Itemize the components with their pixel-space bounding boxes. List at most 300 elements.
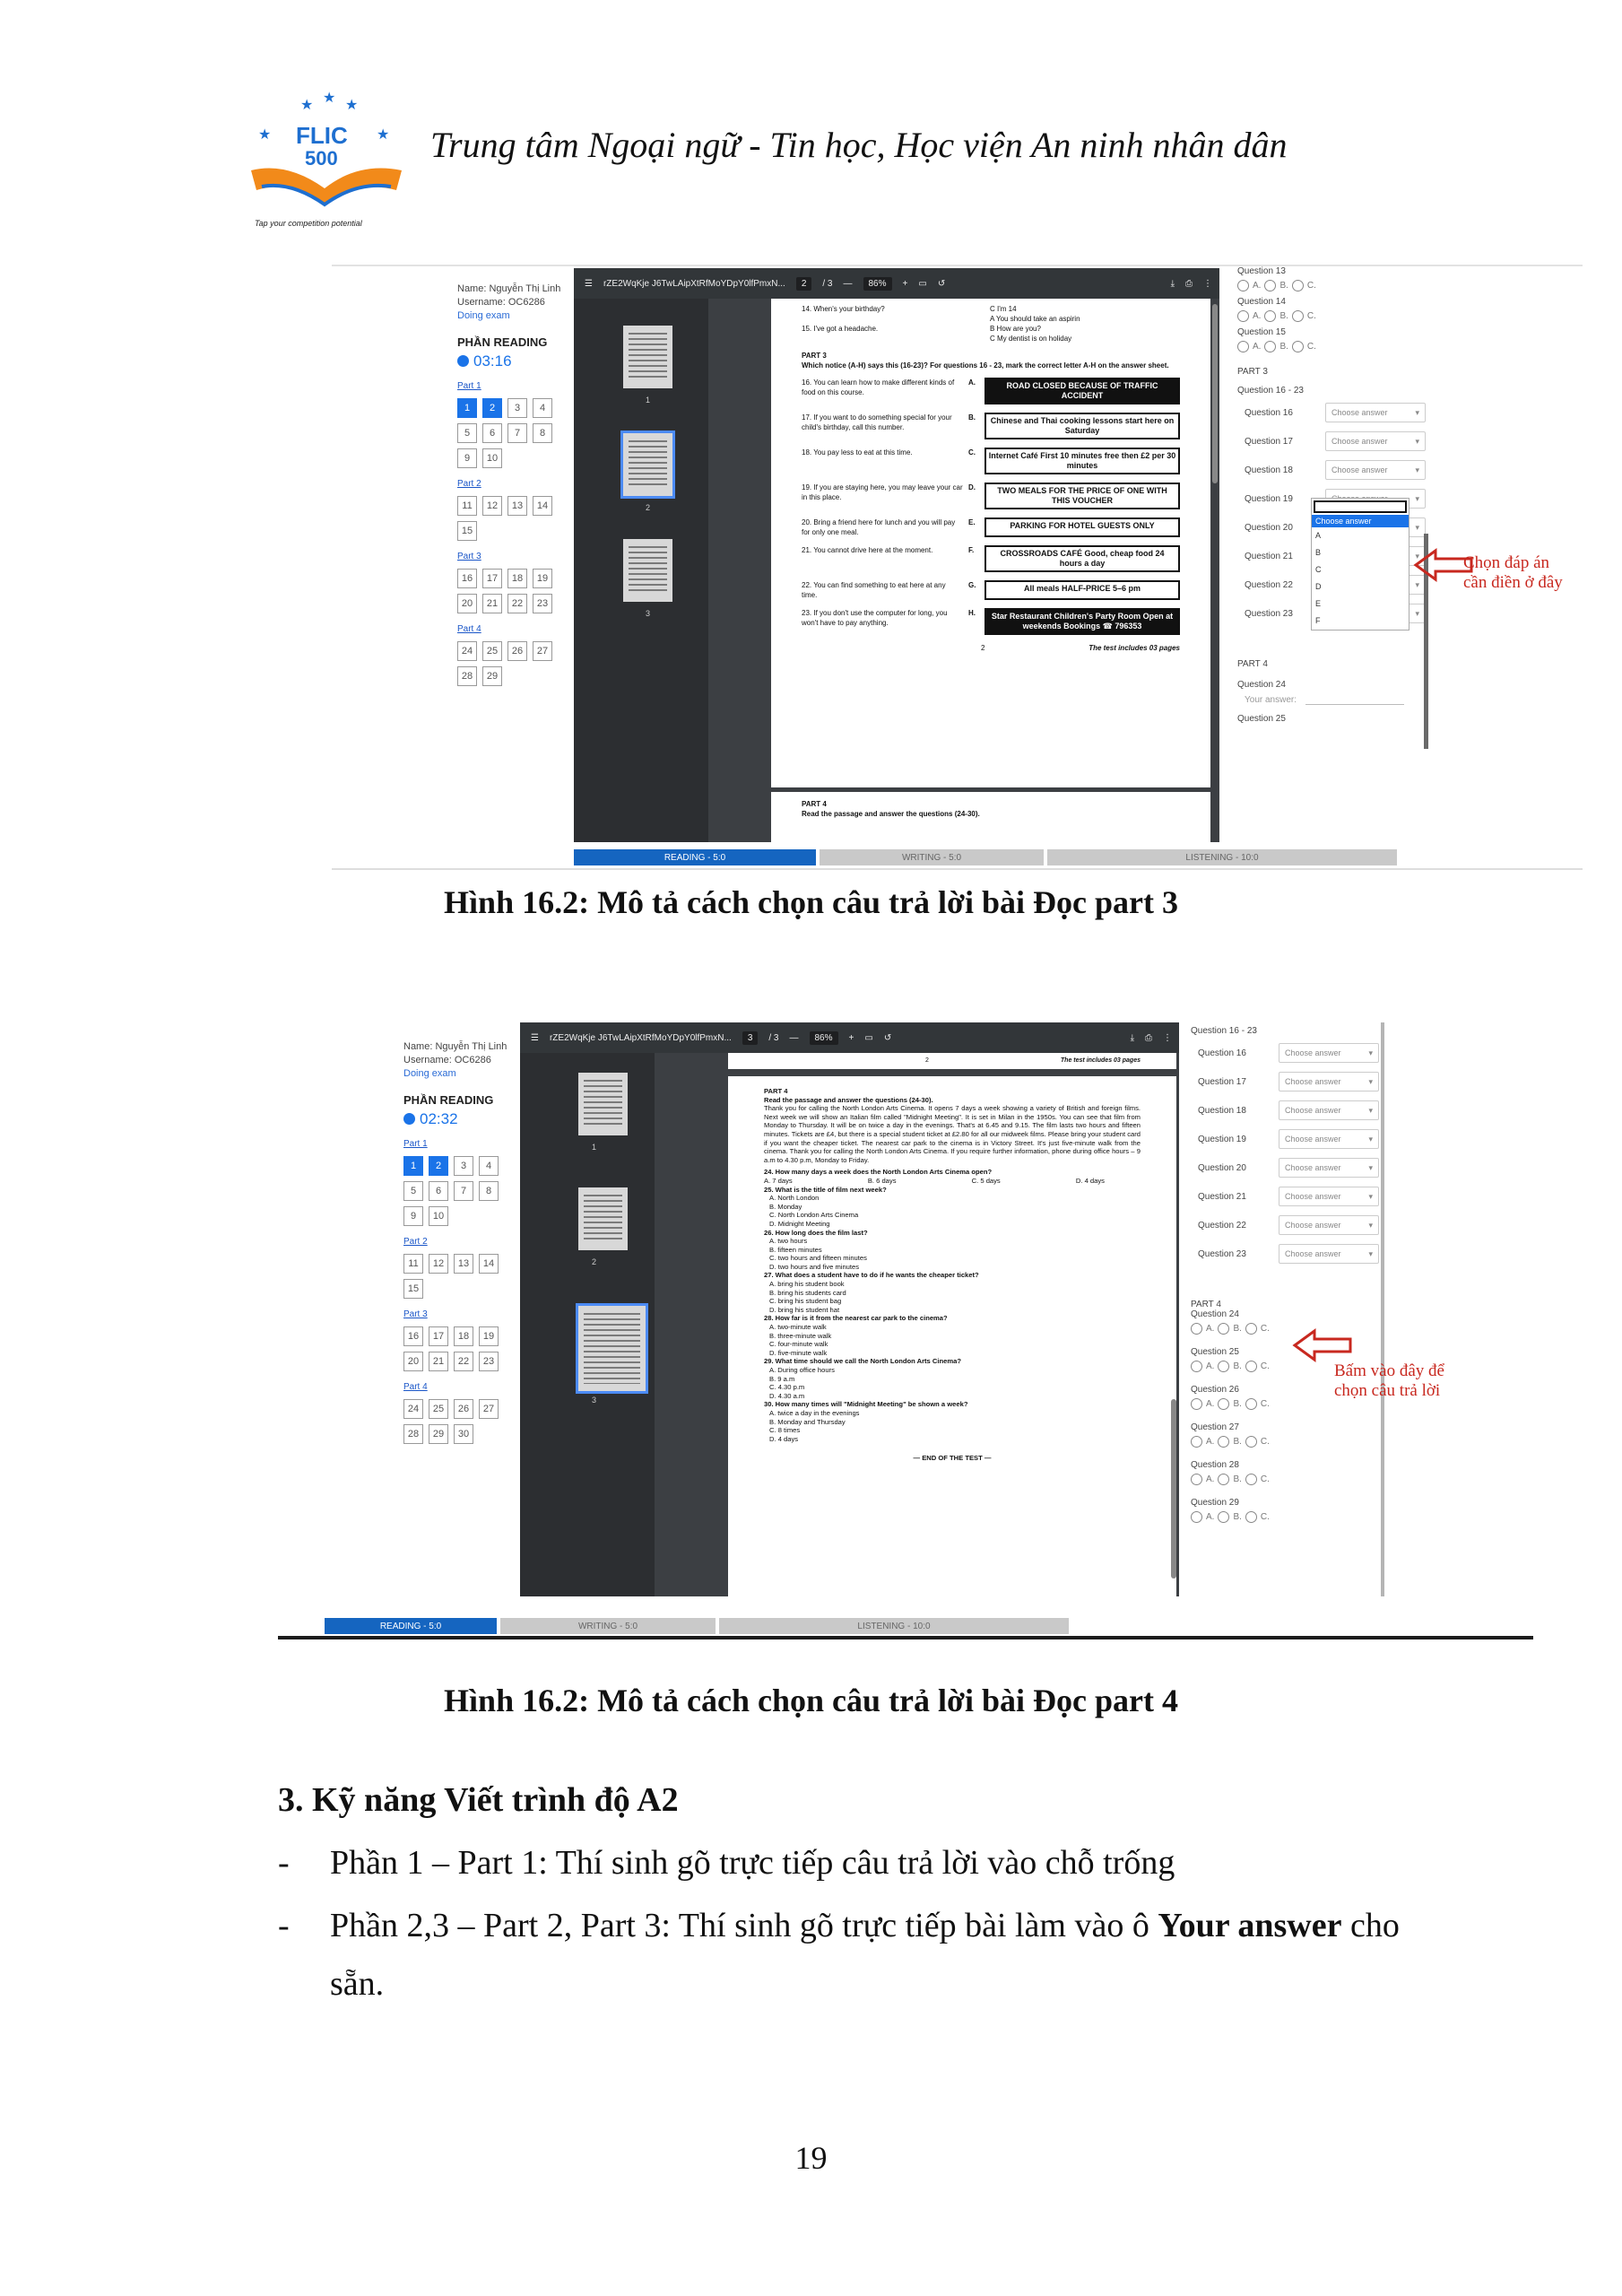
bullet-continuation: sẵn.: [330, 1965, 385, 2003]
zoom-in-button[interactable]: +: [902, 278, 908, 289]
question-label: Question 16: [1245, 407, 1293, 418]
chevron-down-icon: ▾: [1368, 1076, 1373, 1086]
select-question-row: [1198, 1244, 1379, 1264]
part3-label: PART 3: [1237, 367, 1268, 377]
svg-text:★: ★: [323, 90, 336, 106]
tab-listening[interactable]: LISTENING - 10:0: [1047, 849, 1397, 865]
question-nav-button[interactable]: 19: [533, 569, 552, 588]
question-label: Question 17: [1198, 1076, 1246, 1087]
radio-button[interactable]: [1264, 341, 1276, 352]
more-icon[interactable]: ⋮: [1163, 1032, 1172, 1043]
question-label: Question 16: [1198, 1048, 1246, 1058]
timer: [403, 1110, 520, 1128]
answer-select[interactable]: [1279, 1043, 1379, 1063]
figure-caption-1: Hình 16.2: Mô tả cách chọn câu trả lời bài Đọc part 3: [444, 884, 1178, 920]
select-question-row: [1198, 1043, 1379, 1063]
mc-option: D. Midnight Meeting: [769, 1219, 830, 1228]
question-label: Question 22: [1198, 1220, 1246, 1231]
page-number: 19: [794, 2140, 828, 2176]
question-label: Question 18: [1198, 1105, 1246, 1116]
page-thumbnail[interactable]: [578, 1187, 628, 1250]
question-nav-button[interactable]: 21: [429, 1352, 448, 1371]
question-nav-button[interactable]: 17: [429, 1326, 448, 1346]
question-nav-button[interactable]: 27: [533, 641, 552, 661]
radio-label: A.: [1206, 1399, 1215, 1409]
page-thumbnail[interactable]: [623, 326, 672, 388]
mc-question-text: 28. How far is it from the nearest car park to the cinema?: [764, 1314, 948, 1323]
question-nav-button[interactable]: 9: [457, 448, 477, 468]
question-nav-button[interactable]: 26: [454, 1399, 473, 1419]
question-nav-button[interactable]: 23: [533, 594, 552, 613]
question-nav-button[interactable]: 13: [507, 496, 527, 516]
question-grid: [457, 569, 569, 613]
select-placeholder: Choose answer: [1285, 1135, 1341, 1144]
radio-button[interactable]: [1292, 310, 1304, 322]
tab-listening[interactable]: LISTENING - 10:0: [719, 1618, 1069, 1634]
mc-option: D. bring his student hat: [769, 1305, 840, 1314]
question-label: Question 19: [1198, 1134, 1246, 1144]
question-nav-button[interactable]: 2: [482, 398, 502, 418]
print-icon[interactable]: ⎙: [1185, 278, 1193, 289]
mc-option: D. 4.30 a.m: [769, 1391, 805, 1400]
footer-note: The test includes 03 pages: [1060, 1057, 1141, 1064]
question-label: Question 13: [1237, 266, 1286, 276]
panel-scrollbar[interactable]: [1381, 1022, 1384, 1596]
radio-label: C.: [1306, 281, 1316, 291]
question-nav-button[interactable]: 24: [403, 1399, 423, 1419]
timer: [457, 352, 574, 370]
mc-option: B. three-minute walk: [769, 1331, 832, 1340]
radio-label: B.: [1233, 1474, 1242, 1484]
question-label: Question 29: [1191, 1498, 1239, 1508]
notice-sign: All meals HALF-PRICE 5–6 pm: [984, 580, 1180, 600]
chevron-down-icon: ▾: [1368, 1191, 1373, 1201]
radio-button[interactable]: [1245, 1436, 1257, 1448]
radio-button[interactable]: [1292, 341, 1304, 352]
part3-instructions: Which notice (A-H) says this (16-23)? For questions 16 - 23, mark the correct letter A-H on the answer sheet.: [802, 361, 1169, 370]
question-nav-button[interactable]: 17: [482, 569, 502, 588]
radio-label: C.: [1260, 1437, 1270, 1447]
doc-question: [802, 334, 990, 344]
exam-status: Doing exam: [457, 310, 510, 321]
question-nav-button[interactable]: 23: [479, 1352, 499, 1371]
mc-option: C. bring his student bag: [769, 1297, 842, 1306]
answer-select[interactable]: [1279, 1100, 1379, 1120]
question-nav-button[interactable]: 19: [479, 1326, 499, 1346]
radio-button[interactable]: [1218, 1511, 1229, 1523]
mc-question: [764, 1186, 1141, 1229]
select-placeholder: Choose answer: [1285, 1048, 1341, 1057]
pdf-page: [771, 299, 1210, 787]
pdf-toolbar: [574, 268, 1219, 299]
question-block: [1237, 266, 1426, 291]
screenshot-reading-part3: [332, 265, 1583, 870]
mc-option: D. five-minute walk: [769, 1348, 828, 1357]
radio-button[interactable]: [1191, 1361, 1202, 1372]
notice-item: [802, 483, 1180, 509]
radio-button[interactable]: [1218, 1398, 1229, 1410]
notice-question: 16. You can learn how to make different kinds of food on this course.: [802, 378, 955, 396]
print-icon[interactable]: ⎙: [1145, 1032, 1152, 1043]
svg-text:FLIC: FLIC: [296, 122, 348, 149]
notice-item: [802, 448, 1180, 474]
mc-option: D. two hours and five minutes: [769, 1262, 860, 1271]
notice-sign: Chinese and Thai cooking lessons start here on Saturday: [984, 413, 1180, 439]
zoom-level[interactable]: 86%: [810, 1031, 838, 1045]
question-nav-button[interactable]: 29: [429, 1424, 448, 1444]
dropdown-option[interactable]: F: [1315, 616, 1321, 625]
question-label: Question 22: [1245, 579, 1293, 590]
radio-button[interactable]: [1237, 280, 1249, 291]
fit-page-icon[interactable]: ▭: [918, 278, 927, 289]
question-nav-button[interactable]: 18: [507, 569, 527, 588]
chevron-down-icon: ▾: [1415, 579, 1419, 589]
answer-select[interactable]: [1325, 460, 1426, 480]
mc-option: C. North London Arts Cinema: [769, 1211, 859, 1220]
tab-reading[interactable]: READING - 5:0: [574, 849, 816, 865]
notice-sign: TWO MEALS FOR THE PRICE OF ONE WITH THIS VOUCHER: [984, 483, 1180, 509]
question-nav-button[interactable]: 3: [507, 398, 527, 418]
doc-line: [802, 334, 1180, 344]
answer-select[interactable]: [1279, 1129, 1379, 1149]
radio-button[interactable]: [1191, 1323, 1202, 1335]
page-total: / 3: [768, 1032, 779, 1043]
question-nav-button[interactable]: 1: [457, 398, 477, 418]
pdf-page-next: [771, 792, 1210, 842]
zoom-level[interactable]: 86%: [863, 277, 892, 291]
mc-options: [764, 1177, 1141, 1186]
download-icon[interactable]: ⤓: [1170, 278, 1175, 289]
mc-option: C. 8 times: [769, 1426, 801, 1435]
question-grid: [403, 1254, 516, 1299]
section-title: PHẦN READING: [457, 335, 548, 349]
question-grid: [403, 1326, 516, 1371]
mc-option: A. two-minute walk: [769, 1323, 827, 1332]
select-placeholder: Choose answer: [1285, 1221, 1341, 1230]
part-link[interactable]: Part 2: [403, 1237, 428, 1247]
question-label: Question 20: [1245, 522, 1293, 533]
doc-page-number: 2: [925, 1057, 929, 1064]
svg-text:500: 500: [305, 147, 338, 170]
question-nav-button[interactable]: 5: [457, 423, 477, 443]
radio-label: B.: [1233, 1324, 1242, 1334]
question-block: [1191, 1498, 1379, 1523]
question-label: Question 17: [1245, 436, 1293, 447]
answer-select[interactable]: [1279, 1215, 1379, 1235]
scrollbar[interactable]: [1212, 304, 1218, 483]
question-nav-button[interactable]: 4: [479, 1156, 499, 1176]
mc-question: [764, 1314, 1141, 1357]
question-nav-button[interactable]: 10: [482, 448, 502, 468]
question-nav-button[interactable]: 30: [454, 1424, 473, 1444]
more-icon[interactable]: ⋮: [1203, 278, 1212, 289]
answer-input[interactable]: [1305, 695, 1404, 705]
tab-reading[interactable]: READING - 5:0: [325, 1618, 497, 1634]
annotation-choose-answer: [1463, 553, 1563, 593]
question-nav-button[interactable]: 5: [403, 1181, 423, 1201]
question-nav-button[interactable]: 13: [454, 1254, 473, 1274]
question-nav-button[interactable]: 25: [429, 1399, 448, 1419]
radio-options: [1237, 280, 1426, 291]
radio-button[interactable]: [1191, 1398, 1202, 1410]
answer-select[interactable]: [1325, 431, 1426, 451]
question-nav-button[interactable]: 6: [482, 423, 502, 443]
notice-question: 20. Bring a friend here for lunch and you will pay for only one meal.: [802, 518, 956, 536]
bullet-text: Phần 2,3 – Part 2, Part 3: Thí sinh gõ trực tiếp bài làm vào ô: [330, 1907, 1158, 1944]
question-nav-button[interactable]: 4: [533, 398, 552, 418]
svg-text:★: ★: [377, 126, 390, 143]
annotation-line: chọn câu trả lời: [1334, 1381, 1441, 1400]
page-thumbnail-selected[interactable]: [578, 1306, 646, 1391]
timer-value: 03:16: [473, 352, 512, 370]
answer-select[interactable]: [1279, 1187, 1379, 1206]
candidate-name: Name: Nguyễn Thị Linh: [457, 283, 561, 294]
menu-icon[interactable]: ☰: [531, 1032, 539, 1043]
annotation-click-here: [1334, 1361, 1444, 1401]
page-thumbnail[interactable]: [623, 539, 672, 602]
mc-question-text: 24. How many days a week does the North London Arts Cinema open?: [764, 1168, 993, 1177]
mc-option: C. four-minute walk: [769, 1340, 828, 1349]
question-nav-button[interactable]: 26: [507, 641, 527, 661]
part-link[interactable]: Part 1: [403, 1139, 428, 1149]
page-thumbnail-selected[interactable]: [623, 433, 672, 496]
doc-option: C I'm 14: [990, 305, 1017, 313]
page-input[interactable]: 3: [742, 1031, 759, 1045]
question-nav-button[interactable]: 20: [457, 594, 477, 613]
answer-dropdown-list[interactable]: [1311, 498, 1409, 631]
chevron-down-icon: ▾: [1415, 493, 1419, 503]
pdf-toolbar: [520, 1022, 1179, 1053]
radio-label: C.: [1260, 1361, 1270, 1371]
bullet-item: [278, 1906, 1400, 1945]
question-label: Question 26: [1191, 1385, 1239, 1395]
page-total: / 3: [822, 278, 833, 289]
question-nav-button[interactable]: 21: [482, 594, 502, 613]
radio-button[interactable]: [1218, 1436, 1229, 1448]
select-question-row: [1245, 460, 1426, 480]
radio-button[interactable]: [1191, 1474, 1202, 1485]
bullet-text-tail: cho: [1341, 1907, 1400, 1944]
zoom-in-button[interactable]: +: [848, 1032, 854, 1043]
question-nav-button[interactable]: 14: [533, 496, 552, 516]
question-nav-button[interactable]: 8: [533, 423, 552, 443]
question-nav-button[interactable]: 3: [454, 1156, 473, 1176]
doc-option: B How are you?: [990, 325, 1041, 333]
radio-button[interactable]: [1237, 341, 1249, 352]
question-block: [1191, 1422, 1379, 1448]
mc-option: A. During office hours: [769, 1366, 835, 1374]
question-label: Question 21: [1198, 1191, 1246, 1202]
question-nav-button[interactable]: 22: [454, 1352, 473, 1371]
dropdown-option[interactable]: B: [1315, 548, 1322, 557]
question-nav-button[interactable]: 14: [479, 1254, 499, 1274]
select-question-row: [1198, 1215, 1379, 1235]
screenshot-reading-part4: [278, 1022, 1533, 1639]
radio-button[interactable]: [1245, 1474, 1257, 1485]
radio-button[interactable]: [1191, 1511, 1202, 1523]
radio-button[interactable]: [1218, 1361, 1229, 1372]
question-nav-button[interactable]: 7: [507, 423, 527, 443]
part4-label: PART 4: [1237, 659, 1268, 669]
question-nav-button[interactable]: 1: [403, 1156, 423, 1176]
rotate-icon[interactable]: ↺: [937, 278, 946, 289]
red-arrow-icon: [1291, 1327, 1354, 1363]
question-label: Question 19: [1245, 493, 1293, 504]
notice-sign: Star Restaurant Children's Party Room Open at weekends Bookings ☎ 796353: [984, 608, 1180, 635]
page-input[interactable]: 2: [796, 277, 812, 291]
question-nav-button[interactable]: 12: [482, 496, 502, 516]
part4-title: PART 4: [802, 800, 827, 808]
answer-select[interactable]: [1279, 1072, 1379, 1091]
notice-item: [802, 580, 1180, 600]
mc-options: [764, 1409, 1141, 1443]
question-label: Question 23: [1198, 1248, 1246, 1259]
dropdown-option[interactable]: E: [1315, 599, 1322, 608]
question-nav-button[interactable]: 11: [457, 496, 477, 516]
question-nav-button[interactable]: 6: [429, 1181, 448, 1201]
radio-button[interactable]: [1218, 1323, 1229, 1335]
question-nav-button[interactable]: 18: [454, 1326, 473, 1346]
part4-title: PART 4: [764, 1087, 788, 1095]
radio-button[interactable]: [1245, 1323, 1257, 1335]
thumbnail-sidebar: [574, 299, 708, 842]
radio-button[interactable]: [1245, 1361, 1257, 1372]
chevron-down-icon: ▾: [1368, 1162, 1373, 1172]
question-nav-button[interactable]: 28: [457, 666, 477, 686]
zoom-out-button[interactable]: —: [789, 1032, 799, 1043]
mc-option: A. 7 days: [764, 1176, 793, 1185]
dropdown-option[interactable]: A: [1315, 531, 1322, 540]
radio-button[interactable]: [1245, 1398, 1257, 1410]
section-heading: 3. Kỹ năng Viết trình độ A2: [278, 1781, 679, 1819]
radio-button[interactable]: [1264, 280, 1276, 291]
question-nav-button[interactable]: 16: [457, 569, 477, 588]
thumbnail-sidebar: [520, 1053, 655, 1596]
scrollbar[interactable]: [1171, 1399, 1176, 1578]
question-nav-button[interactable]: 22: [507, 594, 527, 613]
question-nav-button[interactable]: 12: [429, 1254, 448, 1274]
exam-status: Doing exam: [403, 1068, 456, 1079]
mc-question-text: 29. What time should we call the North London Arts Cinema?: [764, 1357, 961, 1366]
radio-button[interactable]: [1191, 1436, 1202, 1448]
select-placeholder: Choose answer: [1331, 465, 1388, 474]
mc-option: B. 9 a.m: [769, 1374, 795, 1383]
notice-question: 19. If you are staying here, you may leave your car in this place.: [802, 483, 963, 501]
radio-label: A.: [1206, 1324, 1215, 1334]
page-thumbnail[interactable]: [578, 1073, 628, 1135]
dropdown-option[interactable]: C: [1315, 565, 1322, 574]
question-nav-button[interactable]: 28: [403, 1424, 423, 1444]
select-question-row: [1245, 431, 1426, 451]
question-nav-button[interactable]: 25: [482, 641, 502, 661]
bullet-text: Phần 1 – Part 1: Thí sinh gõ trực tiếp câu trả lời vào chỗ trống: [330, 1844, 1175, 1882]
pdf-viewer: [520, 1022, 1179, 1596]
pdf-filename: rZE2WqKje J6TwLAipXtRfMoYDpY0lfPmxN...: [549, 1032, 732, 1043]
menu-icon[interactable]: ☰: [585, 278, 593, 289]
rotate-icon[interactable]: ↺: [883, 1032, 892, 1043]
thumb-label: 2: [645, 503, 650, 512]
notice-question: 18. You pay less to eat at this time.: [802, 448, 913, 457]
question-nav-button[interactable]: 7: [454, 1181, 473, 1201]
radio-options: [1237, 310, 1426, 322]
part-link[interactable]: Part 4: [457, 624, 481, 634]
answer-select[interactable]: [1325, 403, 1426, 422]
question-label: Question 20: [1198, 1162, 1246, 1173]
part-link[interactable]: Part 3: [403, 1309, 428, 1319]
part-link[interactable]: Part 4: [403, 1382, 428, 1392]
doc-line: [802, 304, 1180, 314]
question-nav-button[interactable]: 20: [403, 1352, 423, 1371]
radio-button[interactable]: [1218, 1474, 1229, 1485]
question-nav-button[interactable]: 9: [403, 1206, 423, 1226]
radio-button[interactable]: [1264, 310, 1276, 322]
question-nav-button[interactable]: 15: [403, 1279, 423, 1299]
figure-caption-2: Hình 16.2: Mô tả cách chọn câu trả lời bài Đọc part 4: [444, 1683, 1178, 1718]
passage: Thank you for calling the North London Arts Cinema. It opens 7 days a week showing a variety of British and foreign films. Next week we will show an Italian film called "Midnight Meeting". It is set in Milan in the 1950s. You can see that film from Monday to Thursday. It will be on twice a day in the evenings. That's at 6.45 and 9.15. The film lasts two hours and fifteen minutes. Tickets are £4, but there is a special student ticket at £2.80 for all our midweek films. Please bring your student card if you want the cheaper ticket. The nearest car park to the cinema is in Victory Street. It's just five-minute walk from the cinema. Thank you for calling the North London Arts Cinema. If you require further information, phone during office hours – 9 a.m to 4.30 p.m, Monday to Friday.: [764, 1104, 1141, 1164]
part-link[interactable]: Part 3: [457, 552, 481, 561]
fit-page-icon[interactable]: ▭: [864, 1032, 873, 1043]
notice-item: [802, 545, 1180, 572]
answer-panel: [1237, 266, 1426, 724]
question-nav-button[interactable]: 16: [403, 1326, 423, 1346]
question-nav-button[interactable]: 10: [429, 1206, 448, 1226]
timer-value: 02:32: [420, 1110, 458, 1127]
mc-option: B. fifteen minutes: [769, 1245, 822, 1254]
question-nav-button[interactable]: 8: [479, 1181, 499, 1201]
mc-question: [764, 1229, 1141, 1272]
tab-writing[interactable]: WRITING - 5:0: [820, 849, 1044, 865]
answer-select[interactable]: [1279, 1244, 1379, 1264]
question-label: Question 15: [1237, 327, 1286, 337]
notice-sign: PARKING FOR HOTEL GUESTS ONLY: [984, 517, 1180, 537]
radio-button[interactable]: [1237, 310, 1249, 322]
download-icon[interactable]: ⤓: [1130, 1032, 1134, 1043]
question-nav-button[interactable]: 15: [457, 521, 477, 541]
select-placeholder: Choose answer: [1285, 1192, 1341, 1201]
notice-letter: C.: [968, 448, 976, 457]
part-link[interactable]: Part 1: [457, 381, 481, 391]
question-nav-button[interactable]: 2: [429, 1156, 448, 1176]
candidate-panel: [403, 1040, 520, 1444]
radio-label: A.: [1206, 1437, 1215, 1447]
zoom-out-button[interactable]: —: [843, 278, 853, 289]
chevron-down-icon: ▾: [1415, 465, 1419, 474]
radio-label: A.: [1206, 1361, 1215, 1371]
tab-writing[interactable]: WRITING - 5:0: [500, 1618, 716, 1634]
radio-label: B.: [1233, 1361, 1242, 1371]
question-nav-button[interactable]: 24: [457, 641, 477, 661]
select-placeholder: Choose answer: [1285, 1077, 1341, 1086]
part4-instructions: Read the passage and answer the questions (24-30).: [764, 1095, 933, 1104]
notice-letter: H.: [968, 609, 976, 617]
answer-select[interactable]: [1279, 1158, 1379, 1178]
question-grid: [457, 496, 569, 541]
doc-option: A You should take an aspirin: [990, 315, 1080, 323]
notice-item: [802, 608, 1180, 635]
mc-option: B. 6 days: [867, 1176, 897, 1185]
header-title: Trung tâm Ngoại ngữ - Tin học, Học viện An ninh nhân dân: [430, 125, 1288, 165]
part-link[interactable]: Part 2: [457, 479, 481, 489]
dropdown-option[interactable]: D: [1315, 582, 1322, 591]
radio-button[interactable]: [1292, 280, 1304, 291]
svg-text:★: ★: [345, 96, 359, 113]
question-nav-button[interactable]: 27: [479, 1399, 499, 1419]
question-nav-button[interactable]: 11: [403, 1254, 423, 1274]
question-nav-button[interactable]: 29: [482, 666, 502, 686]
dropdown-search-box[interactable]: [1314, 500, 1407, 513]
skill-tabs: [325, 1618, 1311, 1634]
radio-button[interactable]: [1245, 1511, 1257, 1523]
